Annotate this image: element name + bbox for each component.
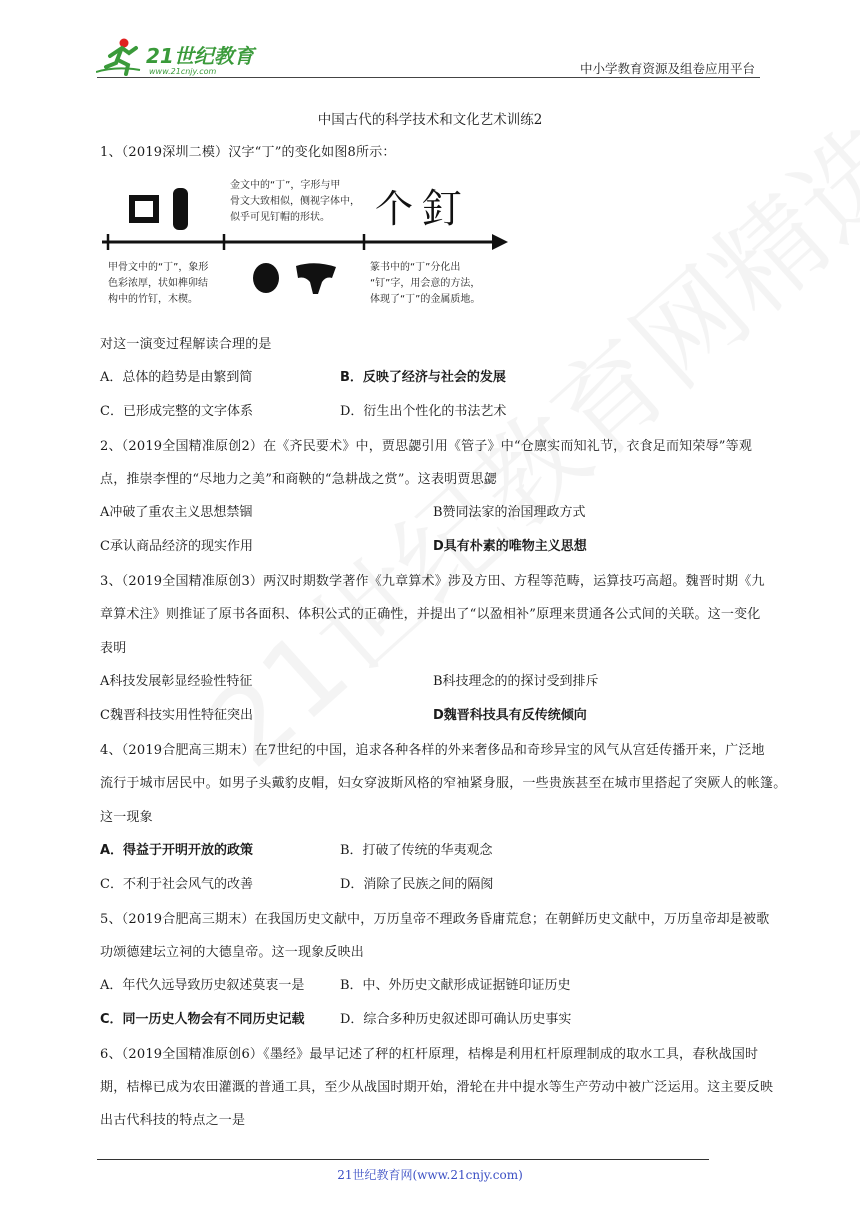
page-title: 中国古代的科学技术和文化艺术训练2: [317, 112, 543, 128]
timeline-arrow-icon: [492, 234, 508, 250]
q2-option-a: A冲破了重农主义思想禁锢: [100, 505, 253, 520]
q1-figure: [100, 170, 510, 315]
footer-divider: [97, 1159, 709, 1160]
q3-option-c: C魏晋科技实用性特征突出: [100, 708, 253, 723]
q6-line-2: 期，桔槔已成为农田灌溉的普通工具，至少从战国时期开始，滑轮在井中提水等生产劳动中被广泛运用。这主要反映: [100, 1080, 774, 1095]
svg-text:金文中的“丁”，字形与甲: 金文中的“丁”，字形与甲: [230, 180, 341, 191]
q4-option-b: B．打破了传统的华夷观念: [340, 843, 493, 858]
caption-right: [370, 260, 480, 305]
q4-option-c: C．不利于社会风气的改善: [100, 877, 253, 892]
q2-line-1: 2、（2019全国精准原创2）在《齐民要术》中，贾思勰引用《管子》中“仓廪实而知礼节，衣食足而知荣辱”等观: [100, 439, 753, 454]
q1-option-b: B．反映了经济与社会的发展: [340, 370, 506, 385]
q5-option-a: A．年代久远导致历史叙述莫衷一是: [100, 978, 305, 993]
site-logo: [96, 36, 266, 78]
svg-text:骨文大致相似，侧视字体中，: 骨文大致相似，侧视字体中，: [230, 196, 360, 207]
q4-option-d: D．消除了民族之间的隔阂: [340, 877, 494, 892]
running-figure-icon: [96, 39, 140, 75]
q1-option-a: A．总体的趋势是由繁到简: [100, 370, 253, 385]
bronze-glyph-dot: [253, 263, 279, 293]
oracle-glyph-square: [132, 198, 156, 220]
q4-line-1: 4、（2019合肥高三期末）在7世纪的中国，追求各种各样的外来奢侈品和奇珍异宝的风气从宫廷传播开来，广泛地: [100, 743, 765, 758]
q2-option-b: B赞同法家的治国理政方式: [433, 505, 586, 520]
q3-option-d: D魏晋科技具有反传统倾向: [433, 708, 587, 723]
seal-glyph-2: 釘: [422, 186, 462, 232]
q3-line-2: 章算术注》则推证了原书各面积、体积公式的正确性，并提出了“以盈相补”原理来贯通各公式间的关联。这一变化: [100, 607, 761, 622]
svg-text:体现了“丁”的金属质地。: 体现了“丁”的金属质地。: [370, 294, 481, 305]
q3-option-b: B科技理念的的探讨受到排斥: [433, 674, 599, 689]
svg-text:甲骨文中的“丁”，象形: 甲骨文中的“丁”，象形: [108, 262, 209, 273]
logo-url: www.21cnjy.com: [149, 67, 217, 76]
caption-left: [108, 260, 208, 305]
q1-option-d: D．衍生出个性化的书法艺术: [340, 404, 507, 419]
q5-line-2: 功颂德建坛立祠的大德皇帝。这一现象反映出: [100, 945, 365, 960]
q5-option-d: D．综合多种历史叙述即可确认历史事实: [340, 1012, 572, 1027]
footer-link[interactable]: 21世纪教育网(www.21cnjy.com): [337, 1168, 523, 1182]
q4-option-a: A．得益于开明开放的政策: [100, 843, 254, 858]
q3-option-a: A科技发展彰显经验性特征: [100, 674, 253, 689]
logo-text: 21世纪教育: [146, 44, 254, 68]
seal-glyph-1: 个: [375, 187, 414, 231]
q1-option-c: C．已形成完整的文字体系: [100, 404, 253, 419]
header-divider: [97, 77, 760, 78]
oracle-glyph-bar: [173, 188, 188, 230]
q2-option-c: C承认商品经济的现实作用: [100, 539, 253, 554]
q5-line-1: 5、（2019合肥高三期末）在我国历史文献中，万历皇帝不理政务昏庸荒怠；在朝鲜历史文献中，万历皇帝却是被歌: [100, 912, 770, 927]
q1-stem: 1、（2019深圳二模）汉字“丁”的变化如图8所示：: [100, 145, 396, 160]
q5-option-b: B．中、外历史文献形成证据链印证历史: [340, 978, 571, 993]
q4-line-2: 流行于城市居民中。如男子头戴豹皮帽，妇女穿波斯风格的窄袖紧身服，一些贵族甚至在城市里搭起了突厥人的帐篷。: [100, 776, 787, 791]
q2-line-2: 点，推崇李悝的“尽地力之美”和商鞅的“急耕战之赏”。这表明贾思勰: [100, 472, 497, 487]
q2-option-d: D具有朴素的唯物主义思想: [433, 539, 587, 554]
q6-line-3: 出古代科技的特点之一是: [100, 1113, 246, 1128]
q3-line-3: 表明: [100, 641, 127, 656]
q1-prompt: 对这一演变过程解读合理的是: [100, 337, 272, 352]
bronze-glyph-nail: [296, 263, 336, 294]
q6-line-1: 6、（2019全国精准原创6）《墨经》最早记述了秤的杠杆原理，桔槔是利用杠杆原理制成的取水工具，春秋战国时: [100, 1047, 759, 1062]
q5-option-c: C．同一历史人物会有不同历史记载: [100, 1012, 305, 1027]
q3-line-1: 3、（2019全国精准原创3）两汉时期数学著作《九章算术》涉及方田、方程等范畴，运算技巧高超。魏晋时期《九: [100, 574, 765, 589]
svg-text:“钉”字，用会意的方法，: “钉”字，用会意的方法，: [370, 278, 481, 289]
svg-text:似乎可见钉帽的形状。: 似乎可见钉帽的形状。: [230, 212, 330, 223]
caption-top: [230, 178, 360, 223]
svg-text:色彩浓厚，状如榫卯结: 色彩浓厚，状如榫卯结: [108, 278, 208, 289]
svg-text:篆书中的“丁”分化出: 篆书中的“丁”分化出: [370, 262, 461, 273]
platform-name: 中小学教育资源及组卷应用平台: [579, 61, 755, 76]
q4-line-3: 这一现象: [100, 810, 153, 825]
svg-text:构中的竹钉，木楔。: 构中的竹钉，木楔。: [108, 294, 198, 305]
